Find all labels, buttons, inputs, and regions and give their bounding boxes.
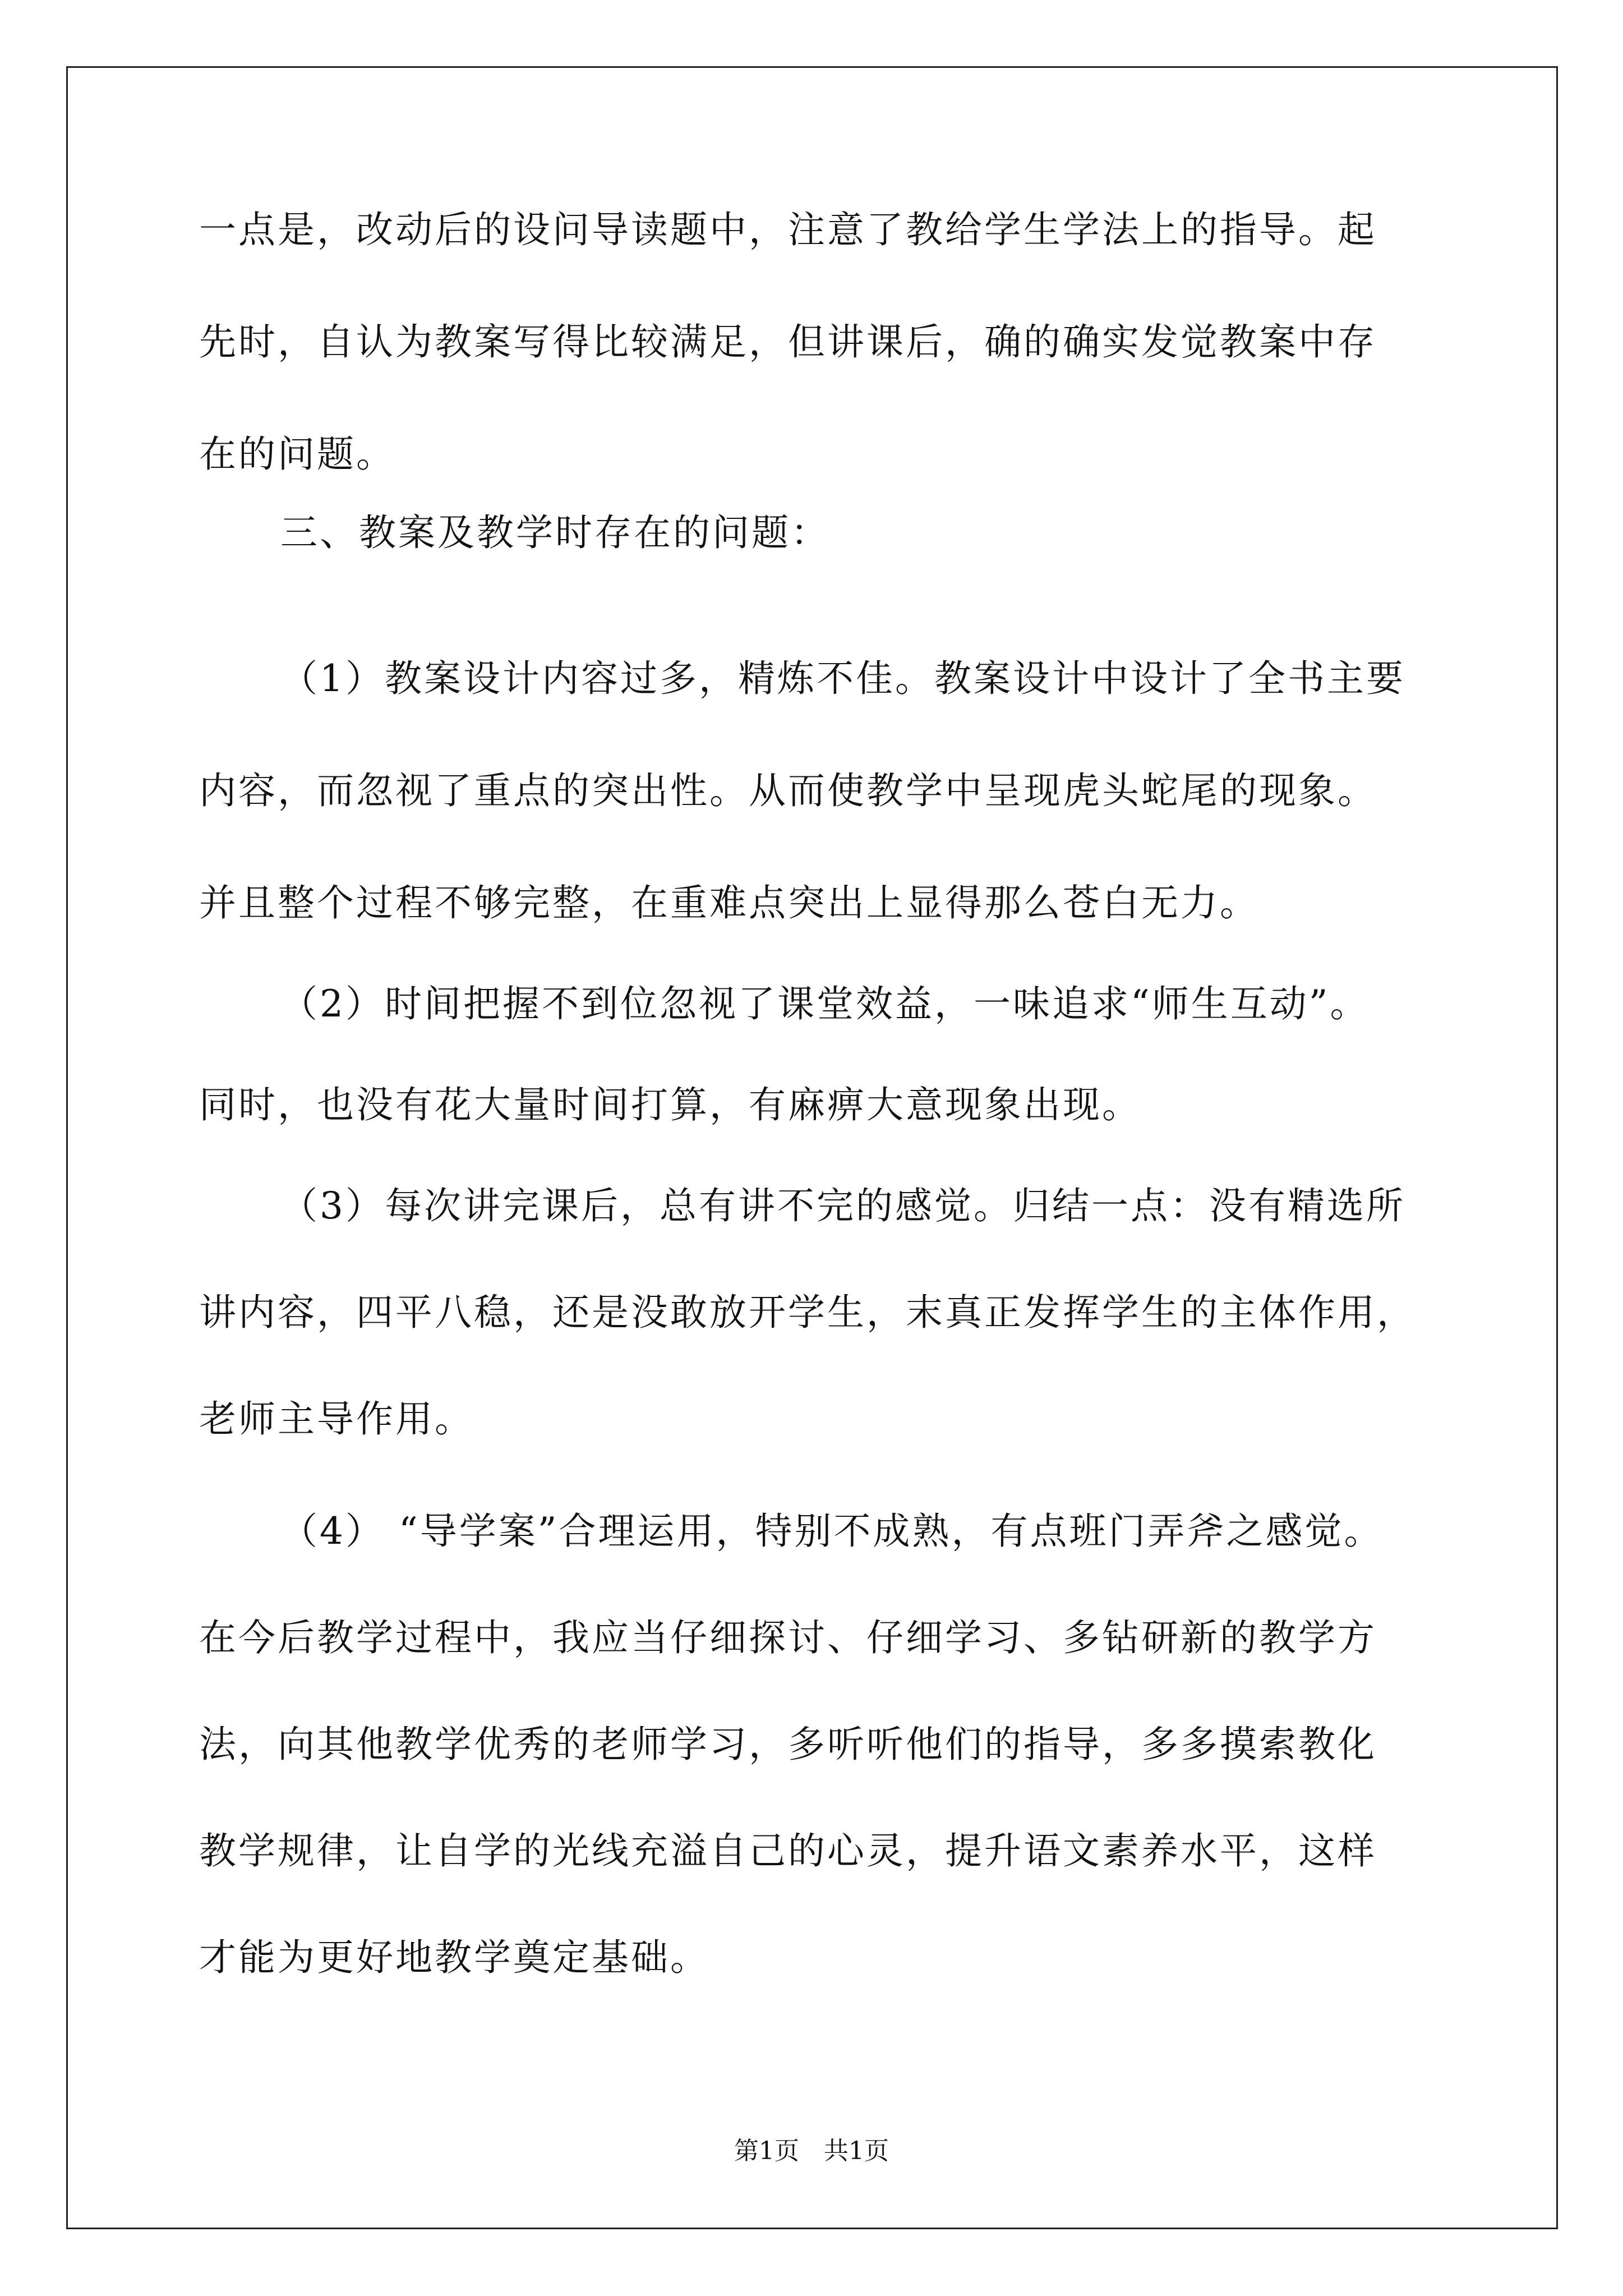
text-line: （4） “导学案”合理运用，特别不成熟，有点班门弄斧之感觉。 [280, 1510, 1384, 1553]
text-line: 内容，而忽视了重点的突出性。从而使教学中呈现虎头蛇尾的现象。 [199, 769, 1377, 812]
text-line: （3）每次讲完课后，总有讲不完的感觉。归结一点：没有精选所 [280, 1184, 1405, 1227]
page-frame [66, 66, 1558, 2229]
text-line: （1）教案设计内容过多，精炼不佳。教案设计中设计了全书主要 [280, 657, 1405, 700]
page-number: 第1页 共1页 [734, 2137, 889, 2165]
text-line: 讲内容，四平八稳，还是没敢放开学生，末真正发挥学生的主体作用， [199, 1291, 1416, 1334]
text-line: 教学规律，让自学的光线充溢自己的心灵，提升语文素养水平，这样 [199, 1829, 1377, 1872]
text-line: 同时，也没有花大量时间打算，有麻痹大意现象出现。 [199, 1083, 1141, 1126]
text-line: 先时，自认为教案写得比较满足，但讲课后，确的确实发觉教案中存 [199, 320, 1377, 364]
text-line: 老师主导作用。 [199, 1397, 474, 1441]
text-line: 在今后教学过程中，我应当仔细探讨、仔细学习、多钻研新的教学方 [199, 1616, 1377, 1659]
text-line: 在的问题。 [199, 432, 395, 476]
text-line: 法，向其他教学优秀的老师学习，多听听他们的指导，多多摸索教化 [199, 1723, 1377, 1766]
text-line: 一点是，改动后的设问导读题中，注意了教给学生学法上的指导。起 [199, 208, 1377, 251]
section-heading: 三、教案及教学时存在的问题： [280, 511, 830, 554]
text-line: 才能为更好地教学奠定基础。 [199, 1936, 709, 1979]
text-line: 并且整个过程不够完整，在重难点突出上显得那么苍白无力。 [199, 881, 1259, 924]
text-line: （2）时间把握不到位忽视了课堂效益，一味追求“师生互动”。 [280, 982, 1370, 1025]
